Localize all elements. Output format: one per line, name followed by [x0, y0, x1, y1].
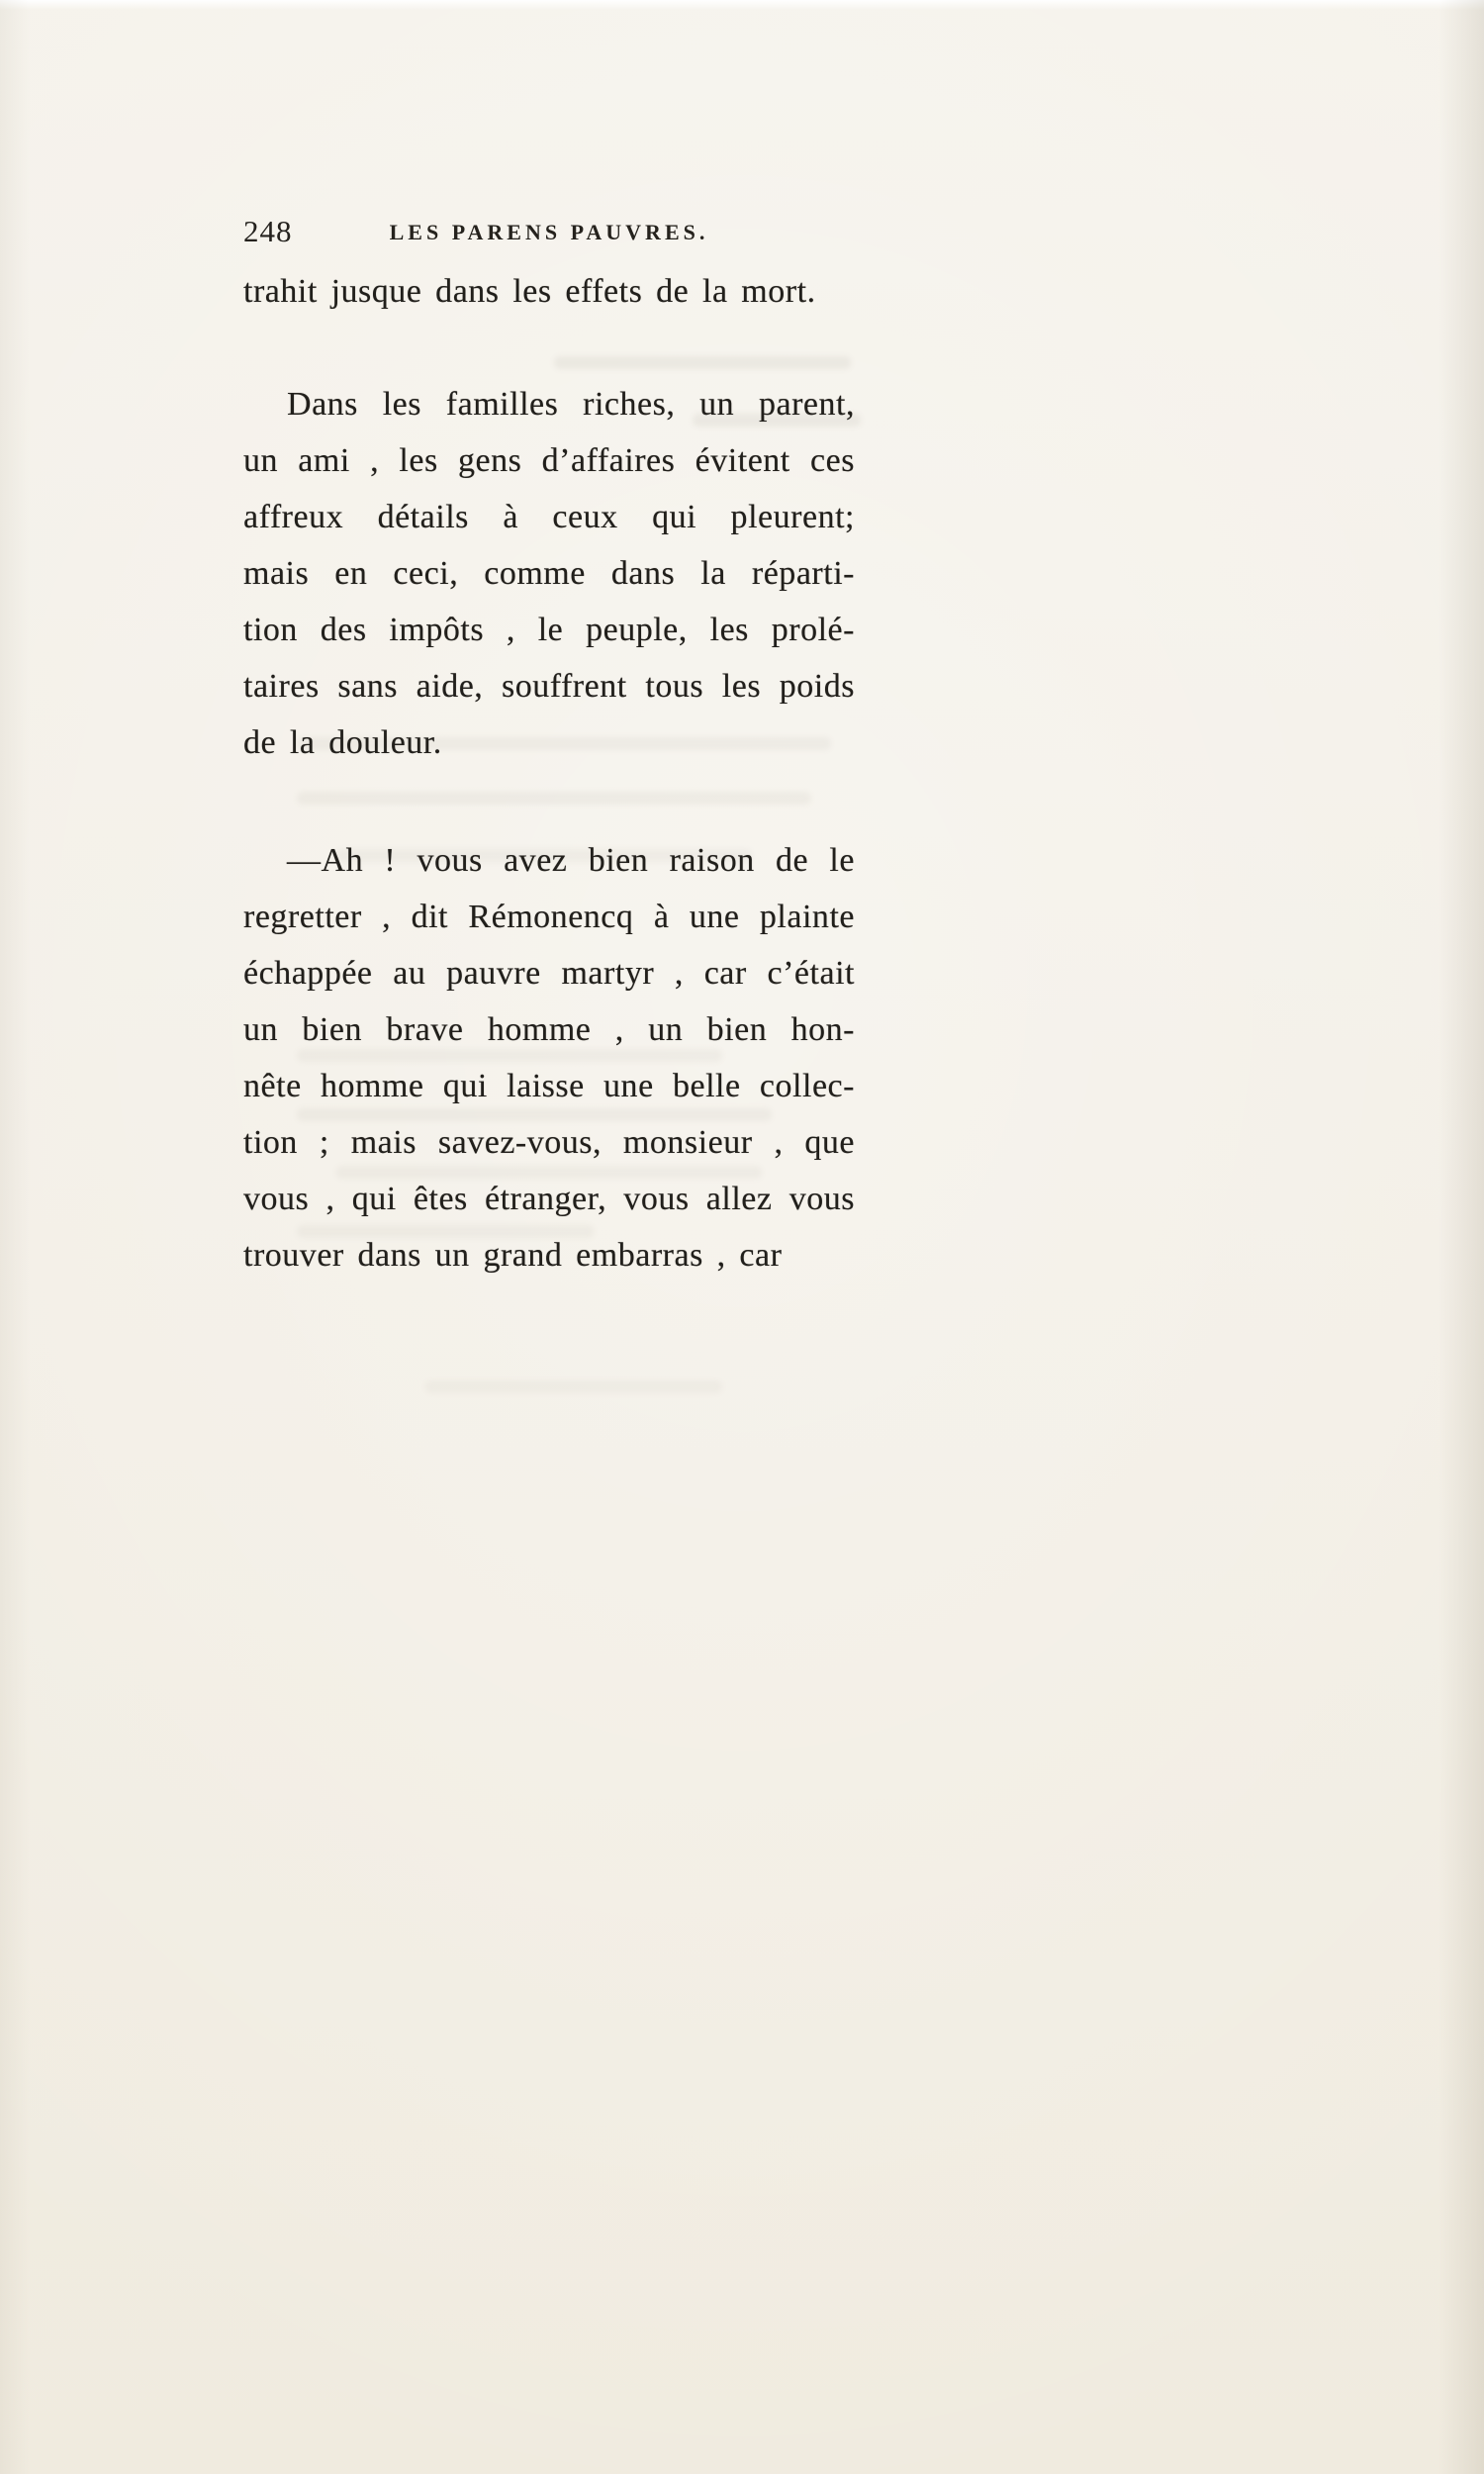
- page-text: [243, 263, 855, 1284]
- page-number: 248: [243, 214, 293, 248]
- paragraph: [243, 376, 855, 771]
- running-title: LES PARENS PAUVRES.: [389, 220, 709, 244]
- text-line: tion ; mais savez-vous, monsieur , que: [243, 1124, 855, 1161]
- text-line: vous , qui êtes étranger, vous allez vous: [243, 1181, 855, 1217]
- page-header: [243, 212, 855, 259]
- text-line: un ami , les gens d’affaires évitent ces: [243, 442, 855, 479]
- text-line: de la douleur.: [243, 724, 442, 761]
- text-line: nête homme qui laisse une belle collec-: [243, 1068, 855, 1104]
- text-line: tion des impôts , le peuple, les prolé-: [243, 612, 855, 648]
- text-line: —Ah ! vous avez bien raison de le: [287, 842, 855, 879]
- text-line: trouver dans un grand embarras , car: [243, 1237, 783, 1274]
- text-line: mais en ceci, comme dans la réparti-: [243, 555, 855, 592]
- text-line: un bien brave homme , un bien hon-: [243, 1011, 855, 1048]
- text-line: regretter , dit Rémonencq à une plainte: [243, 899, 855, 935]
- text-line: trahit jusque dans les effets de la mort.: [243, 273, 816, 310]
- page-edge-left: [0, 0, 30, 2474]
- text-line: taires sans aide, souffrent tous les poids: [243, 668, 855, 705]
- text-line: affreux détails à ceux qui pleurent;: [243, 499, 855, 535]
- paragraph: [243, 263, 855, 320]
- page-edge-right: [1438, 0, 1484, 2474]
- paragraph: [243, 832, 855, 1284]
- scanner-edge-top: [0, 0, 1484, 10]
- text-line: échappée au pauvre martyr , car c’était: [243, 955, 855, 992]
- text-line: Dans les familles riches, un parent,: [287, 386, 855, 423]
- bleed-through-smudge: [425, 1380, 722, 1393]
